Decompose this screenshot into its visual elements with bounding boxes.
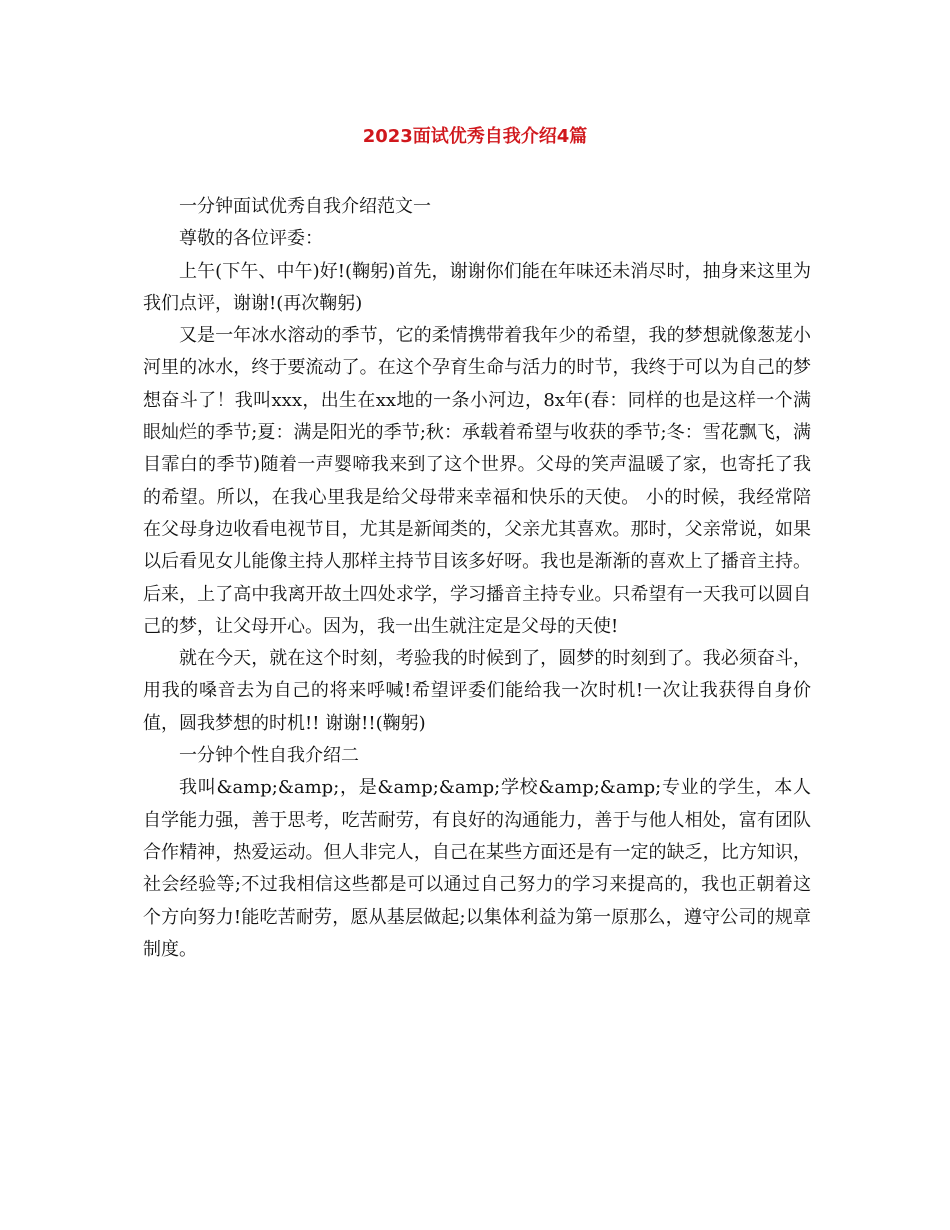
paragraph-closing: 就在今天，就在这个时刻，考验我的时候到了，圆梦的时刻到了。我必须奋斗，用我的嗓音去为自己的将来呼喊!希望评委们能给我一次时机!一次让我获得自身价值，圆我梦想的时机!! 谢谢!!(鞠躬) — [143, 648, 811, 734]
section-heading-1: 一分钟面试优秀自我介绍范文一 — [179, 196, 431, 217]
document-title: 2023面试优秀自我介绍4篇 — [362, 126, 588, 147]
paragraph-greeting: 上午(下午、中午)好!(鞠躬)首先，谢谢你们能在年味还未消尽时，抽身来这里为我们点评，谢谢!(再次鞠躬) — [143, 260, 811, 314]
document-body — [143, 191, 811, 966]
section-heading-2: 一分钟个性自我介绍二 — [179, 745, 359, 767]
paragraph-story: 又是一年冰水溶动的季节，它的柔情携带着我年少的希望，我的梦想就像葱茏小河里的冰水，终于要流动了。在这个孕育生命与活力的时节，我终于可以为自己的梦想奋斗了！我叫xxx，出生在xx地的一条小河边，8x年(春：同样的也是这样一个满眼灿烂的季节;夏：满是阳光的季节;秋：承载着希望与收获的季节;冬：雪花飘飞，满目霏白的季节)随着一声婴啼我来到了这个世界。父母的笑声温暖了家，也寄托了我的希望。所以，在我心里我是给父母带来幸福和快乐的天使。 小的时候，我经常陪在父母身边收看电视节目，尤其是新闻类的，父亲尤其喜欢。那时，父亲常说，如果以后看见女儿能像主持人那样主持节目该多好呀。我也是渐渐的喜欢上了播音主持。后来，上了高中我离开故土四处求学，学习播音主持专业。只希望有一天我可以圆自己的梦，让父母开心。因为，我一出生就注定是父母的天使! — [143, 325, 811, 637]
paragraph-self-intro: 我叫&amp;&amp;，是&amp;&amp;学校&amp;&amp;专业的学生，本人自学能力强，善于思考，吃苦耐劳，有良好的沟通能力，善于与他人相处，富有团队合作精神，热爱运动。但人非完人，自己在某些方面还是有一定的缺乏，比方知识，社会经验等;不过我相信这些都是可以通过自己努力的学习来提高的，我也正朝着这个方向努力!能吃苦耐劳，愿从基层做起;以集体利益为第一原那么，遵守公司的规章制度。 — [143, 777, 811, 960]
salutation: 尊敬的各位评委： — [179, 228, 323, 250]
